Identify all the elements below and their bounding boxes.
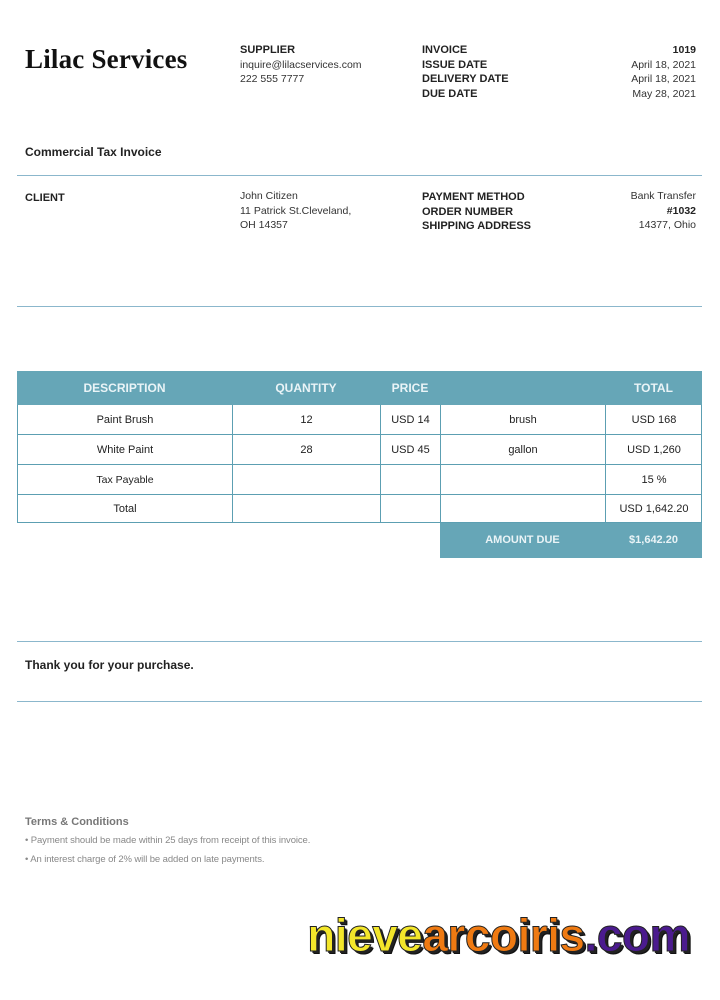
divider [17,701,702,702]
client-address-line1: 11 Patrick St.Cleveland, [240,204,352,217]
supplier-phone: 222 555 7777 [240,73,305,85]
issue-date-label: ISSUE DATE [422,58,488,71]
column-header-quantity: QUANTITY [275,381,337,395]
client-label: CLIENT [25,192,65,204]
column-header-unit [440,371,605,405]
cell-description: White Paint [18,435,233,464]
order-number-value: #1032 [666,204,696,217]
issue-date-value: April 18, 2021 [631,58,696,71]
divider [17,306,702,307]
supplier-label: SUPPLIER [240,44,296,56]
delivery-date-value: April 18, 2021 [631,73,696,85]
cell-unit [441,495,606,522]
cell-price: USD 14 [381,405,441,434]
supplier-email[interactable]: inquire@lilacservices.com [240,58,362,71]
shipping-address-label: SHIPPING ADDRESS [422,220,532,232]
order-number-label: ORDER NUMBER [422,205,514,218]
cell-unit: gallon [441,435,606,464]
supplier-block [240,43,362,87]
client-name: John Citizen [240,190,298,202]
amount-due-value: $1,642.20 [629,534,678,546]
payment-method-label: PAYMENT METHOD [422,191,525,203]
cell-quantity [233,495,381,522]
document-type: Commercial Tax Invoice [25,145,162,159]
terms-title: Terms & Conditions [25,816,129,828]
payment-method-value: Bank Transfer [630,190,696,202]
cell-tax-rate: 15 % [641,473,667,486]
cell-description: Paint Brush [18,405,233,434]
table-body [17,405,702,523]
invoice-meta-values [631,43,696,101]
company-name: Lilac Services [25,44,188,74]
invoice-number-label: INVOICE [422,44,468,56]
table-row [18,465,701,495]
column-header-total: TOTAL [634,381,673,395]
table-row [18,495,701,523]
cell-price [381,495,441,522]
delivery-date-label: DELIVERY DATE [422,73,509,85]
cell-quantity [233,465,381,494]
divider [17,175,702,176]
payment-labels [422,190,531,234]
cell-description: Total [18,495,233,522]
cell-unit: brush [441,405,606,434]
column-header-price: PRICE [391,381,429,395]
client-address-line2: OH 14357 [240,219,288,231]
terms-item: • Payment should be made within 25 days from receipt of this invoice. [25,835,311,846]
cell-quantity: 28 [233,435,381,464]
client-address [240,189,351,233]
cell-price: USD 45 [381,435,441,464]
amount-due-label: AMOUNT DUE [485,534,560,546]
table-row [18,405,701,435]
due-date-label: DUE DATE [422,87,478,100]
cell-total: USD 1,260 [627,443,681,456]
amount-due-box [440,523,702,558]
table-header [17,371,702,405]
watermark-logo [307,908,690,962]
watermark-part3: .com [584,909,690,961]
cell-quantity: 12 [233,405,381,434]
payment-values [631,189,696,233]
thank-you-message: Thank you for your purchase. [25,658,194,672]
due-date-value: May 28, 2021 [632,87,696,100]
table-row [18,435,701,465]
cell-description: Tax Payable [18,465,233,494]
column-header-description: DESCRIPTION [83,381,166,395]
cell-unit [441,465,606,494]
watermark-part1: nieve [307,909,423,961]
cell-grand-total: USD 1,642.20 [619,502,689,515]
watermark-part2: arcoiris [422,909,585,961]
shipping-address-value: 14377, Ohio [638,219,696,231]
invoice-number-value: 1019 [672,44,696,56]
terms-item: • An interest charge of 2% will be added on late payments. [25,854,265,865]
items-table [17,371,702,523]
invoice-meta-labels [422,43,509,101]
cell-price [381,465,441,494]
divider [17,641,702,642]
cell-total: USD 168 [631,413,677,426]
